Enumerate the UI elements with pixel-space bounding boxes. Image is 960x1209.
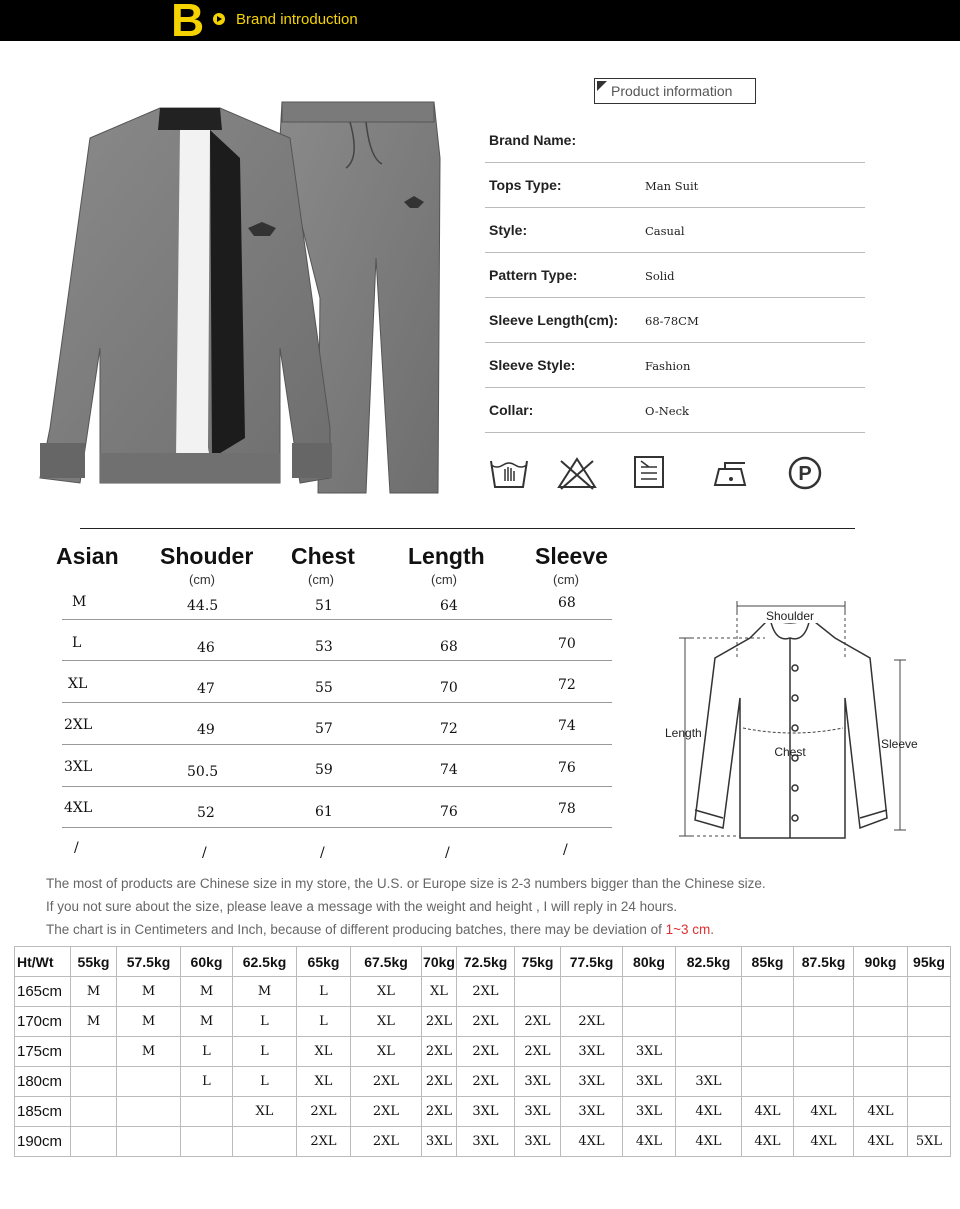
note-line-3-end: . — [710, 922, 715, 937]
size-cell: 3XL — [515, 1097, 561, 1127]
size-cell: 4XL — [561, 1127, 623, 1157]
size-header-shoulder: Shouder — [160, 543, 254, 569]
size-cell: 4XL — [794, 1127, 854, 1157]
size-cell — [794, 977, 854, 1007]
size-cell — [71, 1067, 117, 1097]
size-cell: 59 — [315, 762, 333, 778]
corner-triangle-icon — [597, 81, 607, 91]
diagram-label-shoulder: Shoulder — [765, 609, 815, 623]
size-cell: 46 — [197, 640, 215, 656]
size-cell: XL — [351, 1007, 422, 1037]
row-divider — [62, 786, 612, 787]
size-cell: L — [181, 1037, 233, 1067]
size-cell — [117, 1097, 181, 1127]
size-cell: M — [71, 1007, 117, 1037]
measurement-diagram — [655, 598, 925, 848]
info-value: Man Suit — [645, 179, 699, 193]
note-deviation-value: 1~3 cm — [665, 922, 711, 937]
iron-icon — [711, 455, 751, 489]
info-row — [485, 208, 865, 253]
row-divider — [62, 660, 612, 661]
size-cell: 3XL — [561, 1097, 623, 1127]
size-cell: L — [233, 1037, 297, 1067]
dry-clean-p-icon — [787, 455, 823, 491]
size-cell: 4XL — [676, 1127, 742, 1157]
size-cell: 2XL — [64, 717, 93, 733]
size-cell: 2XL — [297, 1127, 351, 1157]
table-row — [15, 1007, 951, 1037]
size-cell: M — [181, 977, 233, 1007]
note-line-3 — [46, 922, 714, 937]
size-cell: M — [233, 977, 297, 1007]
play-icon — [213, 13, 225, 25]
tumble-dry-icon — [633, 455, 665, 489]
size-cell — [794, 1037, 854, 1067]
size-cell: XL — [351, 1037, 422, 1067]
size-cell: M — [117, 1037, 181, 1067]
size-cell: 3XL — [561, 1067, 623, 1097]
size-cell — [794, 1067, 854, 1097]
size-cell — [742, 1007, 794, 1037]
table-header-cell: 77.5kg — [561, 947, 623, 977]
size-cell: 3XL — [64, 759, 93, 775]
tracksuit-image — [30, 98, 450, 498]
info-row — [485, 163, 865, 208]
size-cell — [908, 1007, 951, 1037]
size-cell: 70 — [558, 636, 576, 652]
table-header-cell: 90kg — [854, 947, 908, 977]
size-cell — [561, 977, 623, 1007]
size-cell: 2XL — [515, 1007, 561, 1037]
size-cell — [742, 1067, 794, 1097]
care-icons — [485, 455, 835, 495]
size-cell: M — [71, 977, 117, 1007]
size-cell: / — [320, 845, 325, 861]
size-cell: 4XL — [794, 1097, 854, 1127]
size-cell: 72 — [558, 677, 576, 693]
info-row — [485, 253, 865, 298]
size-cell: 2XL — [351, 1097, 422, 1127]
info-key: Pattern Type: — [489, 267, 578, 283]
table-header-cell: 85kg — [742, 947, 794, 977]
size-cell — [71, 1037, 117, 1067]
size-cell: 2XL — [422, 1097, 457, 1127]
size-cell: 44.5 — [187, 598, 219, 614]
size-cell: XL — [351, 977, 422, 1007]
size-cell: 61 — [315, 804, 333, 820]
size-cell: 68 — [558, 595, 576, 611]
size-cell: M — [117, 977, 181, 1007]
size-cell: 2XL — [422, 1007, 457, 1037]
size-cell: 76 — [440, 804, 458, 820]
size-cell — [117, 1067, 181, 1097]
size-cell — [181, 1127, 233, 1157]
size-cell: 3XL — [623, 1037, 676, 1067]
size-cell: L — [72, 635, 82, 651]
info-value: O-Neck — [645, 404, 690, 418]
size-cell: 2XL — [457, 1037, 515, 1067]
size-unit: (cm) — [308, 572, 334, 587]
product-info-badge — [594, 78, 756, 104]
size-cell: / — [445, 845, 450, 861]
size-cell: / — [563, 842, 568, 858]
info-key: Style: — [489, 222, 528, 238]
size-cell: 3XL — [623, 1097, 676, 1127]
size-cell: L — [297, 977, 351, 1007]
size-cell — [742, 977, 794, 1007]
size-cell: 64 — [440, 598, 458, 614]
info-row — [485, 343, 865, 388]
info-value: 68-78CM — [645, 314, 699, 328]
table-header-cell: 67.5kg — [351, 947, 422, 977]
size-cell: L — [233, 1067, 297, 1097]
info-row — [485, 388, 865, 433]
size-cell: 52 — [197, 805, 215, 821]
height-label-cell: 165cm — [15, 977, 71, 1007]
size-cell: XL — [68, 676, 88, 692]
height-label-cell: 190cm — [15, 1127, 71, 1157]
size-cell: L — [181, 1067, 233, 1097]
size-cell: 70 — [440, 680, 458, 696]
size-cell: M — [72, 594, 87, 610]
size-cell: 2XL — [297, 1097, 351, 1127]
table-header-cell: 60kg — [181, 947, 233, 977]
size-cell: 4XL — [854, 1127, 908, 1157]
size-cell: 4XL — [676, 1097, 742, 1127]
table-header-cell: 70kg — [422, 947, 457, 977]
size-cell: 50.5 — [187, 764, 219, 780]
table-header-cell: 87.5kg — [794, 947, 854, 977]
note-line-3-text: The chart is in Centimeters and Inch, because of different producing batches, there may be deviation of — [46, 922, 666, 937]
table-header-cell: 62.5kg — [233, 947, 297, 977]
size-cell: 3XL — [623, 1067, 676, 1097]
size-cell: 4XL — [742, 1127, 794, 1157]
size-cell: / — [74, 840, 79, 856]
size-cell: 3XL — [561, 1037, 623, 1067]
height-label-cell: 175cm — [15, 1037, 71, 1067]
size-cell: 3XL — [457, 1097, 515, 1127]
size-cell — [181, 1097, 233, 1127]
diagram-label-sleeve: Sleeve — [881, 737, 918, 751]
header-title: Brand introduction — [236, 11, 358, 28]
size-unit: (cm) — [553, 572, 579, 587]
table-header-cell: 95kg — [908, 947, 951, 977]
size-header-length: Length — [408, 543, 485, 569]
size-cell: 5XL — [908, 1127, 951, 1157]
size-cell — [117, 1127, 181, 1157]
size-cell: 68 — [440, 639, 458, 655]
size-cell: 4XL — [64, 800, 93, 816]
note-line-1: The most of products are Chinese size in my store, the U.S. or Europe size is 2-3 numbers bigger than the Chinese size. — [46, 876, 766, 891]
section-divider — [80, 528, 855, 529]
diagram-label-length: Length — [665, 726, 702, 740]
size-cell — [676, 1007, 742, 1037]
size-cell — [854, 1037, 908, 1067]
size-cell: 78 — [558, 801, 576, 817]
size-cell: M — [117, 1007, 181, 1037]
size-cell: 3XL — [676, 1067, 742, 1097]
table-row — [15, 1127, 951, 1157]
note-line-2: If you not sure about the size, please leave a message with the weight and height , I will reply in 24 hours. — [46, 899, 678, 914]
size-cell — [71, 1097, 117, 1127]
size-header-chest: Chest — [291, 543, 355, 569]
size-cell: XL — [422, 977, 457, 1007]
size-cell: 4XL — [742, 1097, 794, 1127]
size-cell: 3XL — [515, 1127, 561, 1157]
size-cell: 2XL — [457, 1007, 515, 1037]
size-cell — [794, 1007, 854, 1037]
size-cell: 2XL — [351, 1127, 422, 1157]
size-cell: L — [297, 1007, 351, 1037]
info-key: Sleeve Length(cm): — [489, 312, 619, 328]
size-cell: 57 — [315, 721, 333, 737]
info-value: Solid — [645, 269, 675, 283]
info-key: Tops Type: — [489, 177, 562, 193]
size-cell: / — [202, 845, 207, 861]
height-label-cell: 170cm — [15, 1007, 71, 1037]
no-bleach-icon — [555, 455, 599, 491]
size-cell: 2XL — [422, 1037, 457, 1067]
product-info-badge-label: Product information — [611, 83, 733, 99]
size-cell: 2XL — [457, 977, 515, 1007]
info-key: Collar: — [489, 402, 534, 418]
size-cell — [908, 1067, 951, 1097]
size-cell: 2XL — [457, 1067, 515, 1097]
size-cell: 2XL — [561, 1007, 623, 1037]
info-key: Sleeve Style: — [489, 357, 576, 373]
diagram-label-chest: Chest — [774, 745, 806, 759]
row-divider — [62, 827, 612, 828]
size-cell: XL — [233, 1097, 297, 1127]
table-header-row — [15, 947, 951, 977]
size-cell — [623, 977, 676, 1007]
height-label-cell: 180cm — [15, 1067, 71, 1097]
info-key: Brand Name: — [489, 132, 577, 148]
table-header-cell: 55kg — [71, 947, 117, 977]
size-cell — [908, 977, 951, 1007]
svg-text:P: P — [798, 463, 812, 485]
size-cell: 3XL — [457, 1127, 515, 1157]
size-cell — [623, 1007, 676, 1037]
row-divider — [62, 702, 612, 703]
size-cell: L — [233, 1007, 297, 1037]
table-header-cell: 65kg — [297, 947, 351, 977]
size-cell: 3XL — [422, 1127, 457, 1157]
size-cell: 4XL — [854, 1097, 908, 1127]
product-info-table — [485, 118, 865, 433]
table-header-cell: 80kg — [623, 947, 676, 977]
height-label-cell: 185cm — [15, 1097, 71, 1127]
info-value: Fashion — [645, 359, 691, 373]
table-header-cell: Ht/Wt — [15, 947, 71, 977]
size-cell: 55 — [315, 680, 333, 696]
size-header-asian: Asian — [56, 543, 119, 569]
header-letter: B — [171, 0, 205, 46]
size-cell: 51 — [315, 598, 333, 614]
size-cell: 53 — [315, 639, 333, 655]
size-cell — [676, 1037, 742, 1067]
size-cell: 76 — [558, 760, 576, 776]
table-header-cell: 57.5kg — [117, 947, 181, 977]
size-cell — [742, 1037, 794, 1067]
size-unit: (cm) — [189, 572, 215, 587]
size-cell — [854, 977, 908, 1007]
size-cell — [71, 1127, 117, 1157]
size-cell: 74 — [440, 762, 458, 778]
size-cell: 2XL — [515, 1037, 561, 1067]
size-header-sleeve: Sleeve — [535, 543, 608, 569]
size-cell: XL — [297, 1067, 351, 1097]
hand-wash-icon — [489, 455, 529, 491]
size-cell: 2XL — [422, 1067, 457, 1097]
size-cell: XL — [297, 1037, 351, 1067]
size-unit: (cm) — [431, 572, 457, 587]
size-cell — [676, 977, 742, 1007]
size-cell — [908, 1097, 951, 1127]
size-cell: 47 — [197, 681, 215, 697]
table-row — [15, 1037, 951, 1067]
size-cell: M — [181, 1007, 233, 1037]
table-header-cell: 82.5kg — [676, 947, 742, 977]
table-header-cell: 72.5kg — [457, 947, 515, 977]
table-header-cell: 75kg — [515, 947, 561, 977]
info-row — [485, 118, 865, 163]
size-cell: 74 — [558, 718, 576, 734]
size-cell — [233, 1127, 297, 1157]
size-cell: 2XL — [351, 1067, 422, 1097]
table-row — [15, 977, 951, 1007]
table-row — [15, 1067, 951, 1097]
header-bar — [0, 0, 960, 46]
height-weight-table — [14, 946, 951, 1157]
info-row — [485, 298, 865, 343]
info-value: Casual — [645, 224, 685, 238]
size-cell: 4XL — [623, 1127, 676, 1157]
size-cell — [908, 1037, 951, 1067]
size-cell: 49 — [197, 722, 215, 738]
row-divider — [62, 619, 612, 620]
size-cell — [854, 1067, 908, 1097]
size-cell: 72 — [440, 721, 458, 737]
row-divider — [62, 744, 612, 745]
size-cell — [515, 977, 561, 1007]
size-cell — [854, 1007, 908, 1037]
table-row — [15, 1097, 951, 1127]
size-cell: 3XL — [515, 1067, 561, 1097]
